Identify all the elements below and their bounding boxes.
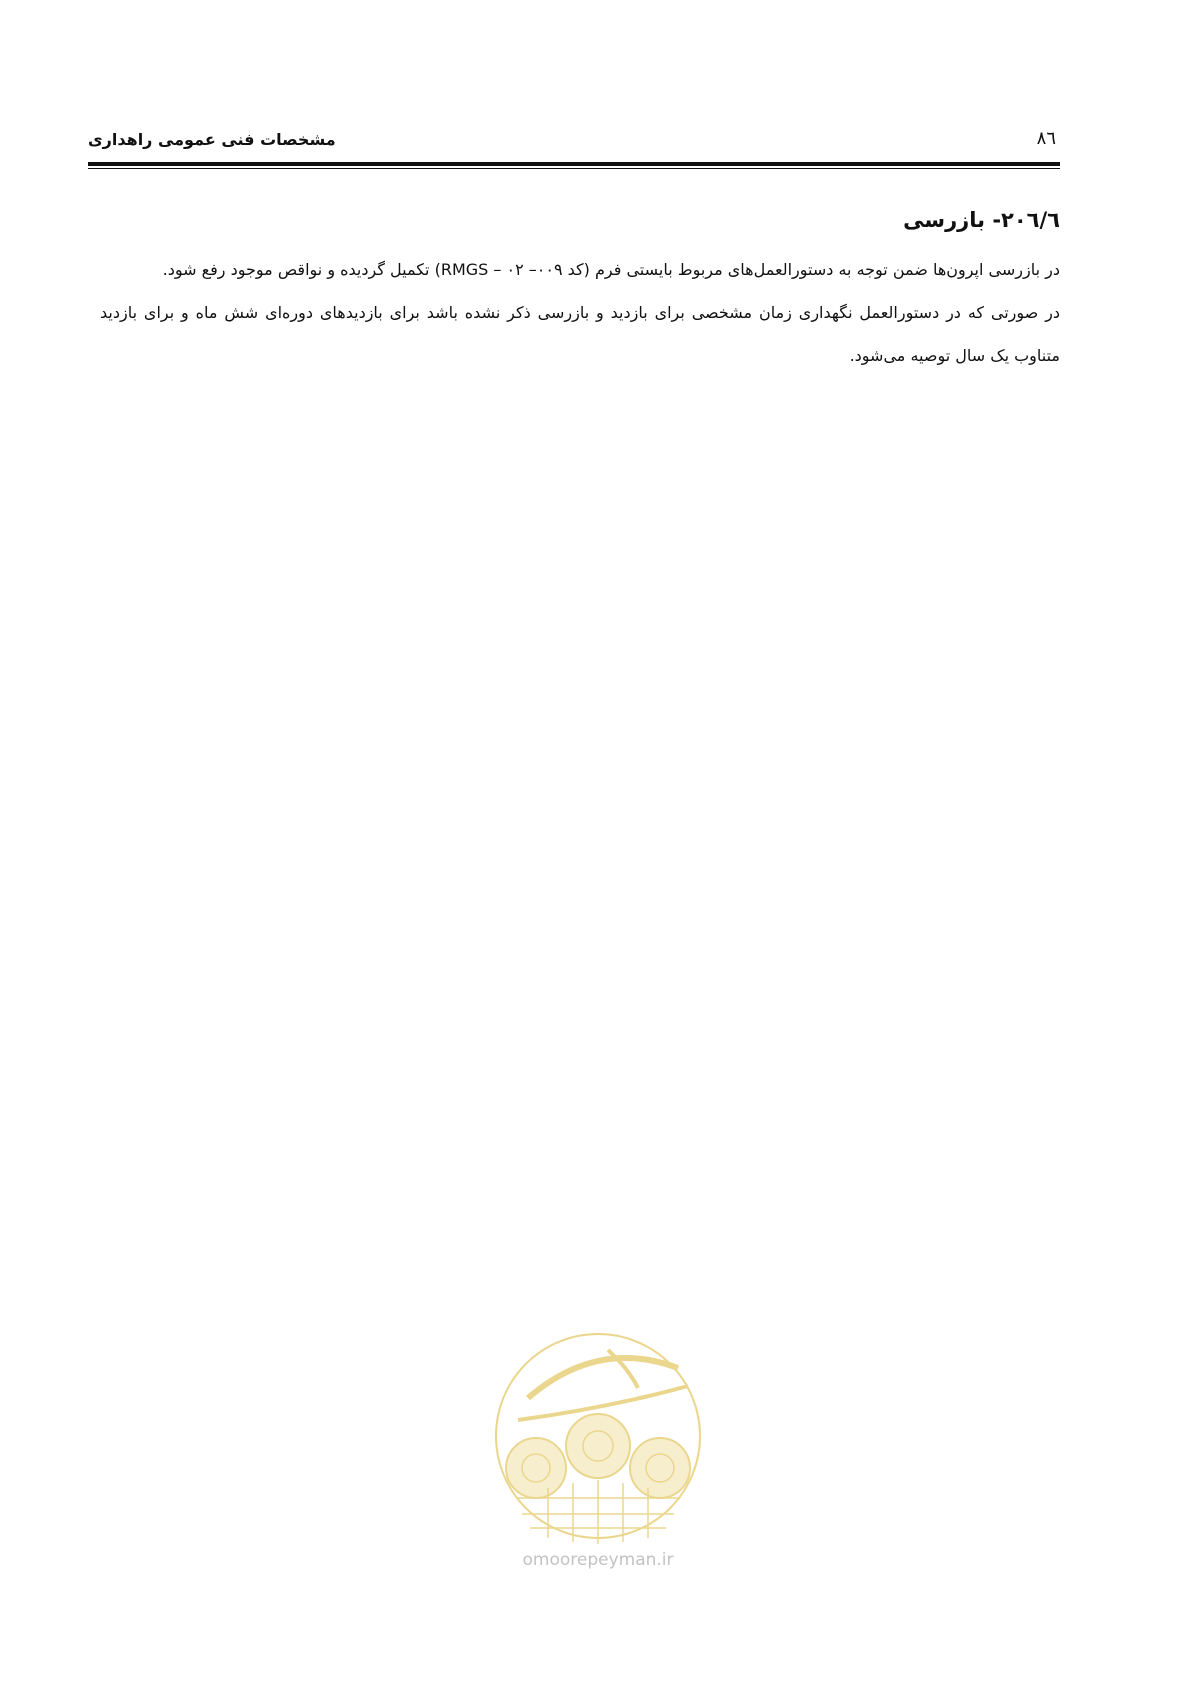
watermark bbox=[488, 1328, 708, 1572]
page-header bbox=[88, 128, 1060, 162]
section-content bbox=[100, 204, 1060, 377]
watermark-logo-icon bbox=[488, 1328, 708, 1550]
watermark-site: omoorepeyman.ir bbox=[522, 1550, 674, 1570]
section-heading: ۲۰٦/٦- بازرسی bbox=[903, 208, 1060, 232]
header-rule-thin bbox=[88, 168, 1060, 169]
paragraph-inspection-form: در بازرسی اپرون‌ها ضمن توجه به دستورالعمل‌های مربوط بایستی فرم (کد ۰۰۹– ۰۲ – RMGS) تکمیل گردیده و نواقص موجود رفع شود. bbox=[162, 260, 1060, 279]
paragraph-inspection-interval: در صورتی که در دستورالعمل نگهداری زمان مشخصی برای بازدید و بازرسی ذکر نشده باشد برای بازدیدهای دوره‌ای شش ماه و برای بازدید متناوب یک سال توصیه می‌شود. bbox=[100, 303, 1060, 365]
header-rule-thick bbox=[88, 162, 1060, 166]
page-number: ۸٦ bbox=[1036, 128, 1056, 149]
running-title: مشخصات فنی عمومی راهداری bbox=[88, 130, 336, 149]
